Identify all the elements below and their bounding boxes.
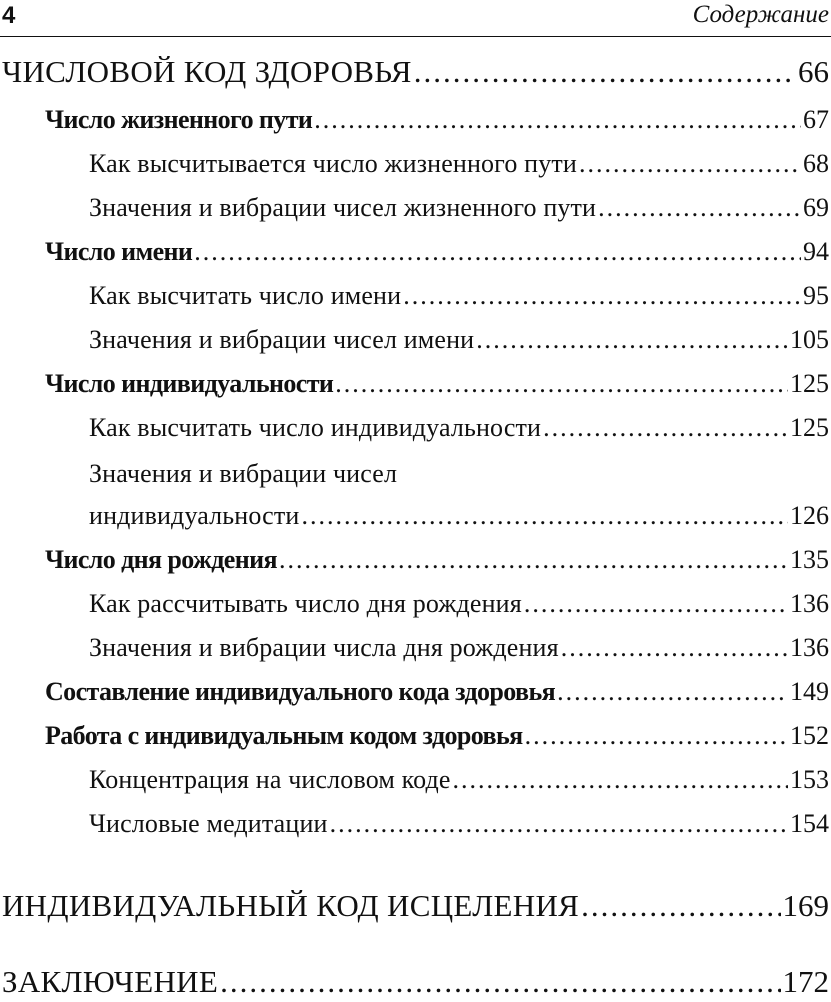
- toc-leader-dots: [314, 102, 801, 138]
- toc-section-entry: [45, 542, 829, 578]
- toc-entry-title: ИНДИВИДУАЛЬНЫЙ КОД ИСЦЕЛЕНИЯ: [2, 888, 580, 923]
- toc-leader-dots: [543, 410, 788, 446]
- toc-leader-dots: [524, 586, 788, 622]
- toc-entry-title: Число имени: [45, 237, 193, 266]
- toc-subsection-entry: [89, 498, 829, 534]
- toc-entry-title: ЧИСЛОВОЙ КОД ЗДОРОВЬЯ: [2, 54, 412, 89]
- toc-leader-dots: [220, 962, 780, 1002]
- toc-chapter-entry: [2, 962, 829, 1002]
- toc-entry-title: Число жизненного пути: [45, 105, 313, 134]
- toc-section-entry: [45, 718, 829, 754]
- toc-leader-dots: [414, 52, 796, 92]
- toc-entry-page: 125: [790, 369, 829, 398]
- toc-leader-dots: [453, 762, 788, 798]
- toc-leader-dots: [335, 366, 788, 402]
- toc-subsection-entry: [89, 322, 829, 358]
- toc-chapter-entry: [2, 886, 829, 926]
- toc-leader-dots: [557, 674, 788, 710]
- toc-entry-page: 125: [790, 413, 829, 442]
- toc-entry-page: 152: [790, 721, 829, 750]
- toc-entry-page: 153: [790, 765, 829, 794]
- toc-entry-title: Составление индивидуального кода здоровья: [45, 677, 556, 706]
- toc-entry-page: 136: [790, 589, 829, 618]
- toc-leader-dots: [301, 498, 788, 534]
- toc-entry-page: 94: [803, 237, 829, 266]
- toc-leader-dots: [581, 886, 780, 926]
- toc-entry-page: 68: [803, 149, 829, 178]
- toc-entry-title: Значения и вибрации чисел жизненного пути: [89, 193, 597, 222]
- toc-entry-title: Значения и вибрации чисел имени: [89, 325, 475, 354]
- toc-subsection-entry: [89, 146, 829, 182]
- toc-entry-title: Как высчитать число имени: [89, 281, 402, 310]
- toc-section-entry: [45, 366, 829, 402]
- toc-entry-title: Как рассчитывать число дня рождения: [89, 589, 522, 618]
- toc-subsection-entry: [89, 190, 829, 226]
- toc-subsection-entry: [89, 806, 829, 842]
- toc-subsection-entry: [89, 630, 829, 666]
- toc-entry-page: 66: [798, 54, 829, 89]
- toc-entry-title: ЗАКЛЮЧЕНИЕ: [2, 964, 219, 999]
- toc-entry-page: 105: [790, 325, 829, 354]
- toc-entry-page: 149: [790, 677, 829, 706]
- toc-leader-dots: [561, 630, 788, 666]
- toc-leader-dots: [525, 718, 788, 754]
- toc-subsection-entry: [89, 586, 829, 622]
- page-header: [0, 0, 831, 37]
- toc-entry-title: Как высчитывается число жизненного пути: [89, 149, 577, 178]
- toc-leader-dots: [194, 234, 801, 270]
- page-number: 4: [2, 2, 16, 29]
- toc-leader-dots: [598, 190, 801, 226]
- toc-section-entry: [45, 234, 829, 270]
- toc-entry-title: Концентрация на числовом коде: [89, 765, 451, 794]
- toc-chapter-entry: [2, 52, 829, 92]
- toc-section-entry: [45, 102, 829, 138]
- toc-leader-dots: [279, 542, 788, 578]
- toc-subsection-entry: [89, 410, 829, 446]
- toc-entry-title-line1: Значения и вибрации чисел: [89, 459, 398, 488]
- toc-entry-page: 69: [803, 193, 829, 222]
- toc-subsection-entry: [89, 278, 829, 314]
- toc-entry-page: 154: [790, 809, 829, 838]
- toc-entry-page: 126: [790, 501, 829, 530]
- toc-leader-dots: [330, 806, 788, 842]
- toc-entry-title: Числовые медитации: [89, 809, 328, 838]
- toc-section-entry: [45, 674, 829, 710]
- toc-entry-title: Значения и вибрации числа дня рождения: [89, 633, 559, 662]
- toc-entry-title: Число дня рождения: [45, 545, 277, 574]
- toc-entry-title: Работа с индивидуальным кодом здоровья: [45, 721, 523, 750]
- toc-subsection-entry: [89, 762, 829, 798]
- running-title: Содержание: [692, 1, 829, 28]
- toc-entry-title: Как высчитать число индивидуальности: [89, 413, 542, 442]
- toc-leader-dots: [476, 322, 788, 358]
- toc-leader-dots: [579, 146, 801, 182]
- toc-entry-page: 172: [782, 964, 829, 999]
- toc-entry-title-line2: индивидуальности: [89, 501, 300, 530]
- toc-entry-page: 136: [790, 633, 829, 662]
- toc-entry-page: 95: [803, 281, 829, 310]
- toc-leader-dots: [403, 278, 801, 314]
- toc-entry-page: 169: [782, 888, 829, 923]
- toc-entry-title: Число индивидуальности: [45, 369, 334, 398]
- toc-entry-page: 135: [790, 545, 829, 574]
- toc-entry-page: 67: [803, 105, 829, 134]
